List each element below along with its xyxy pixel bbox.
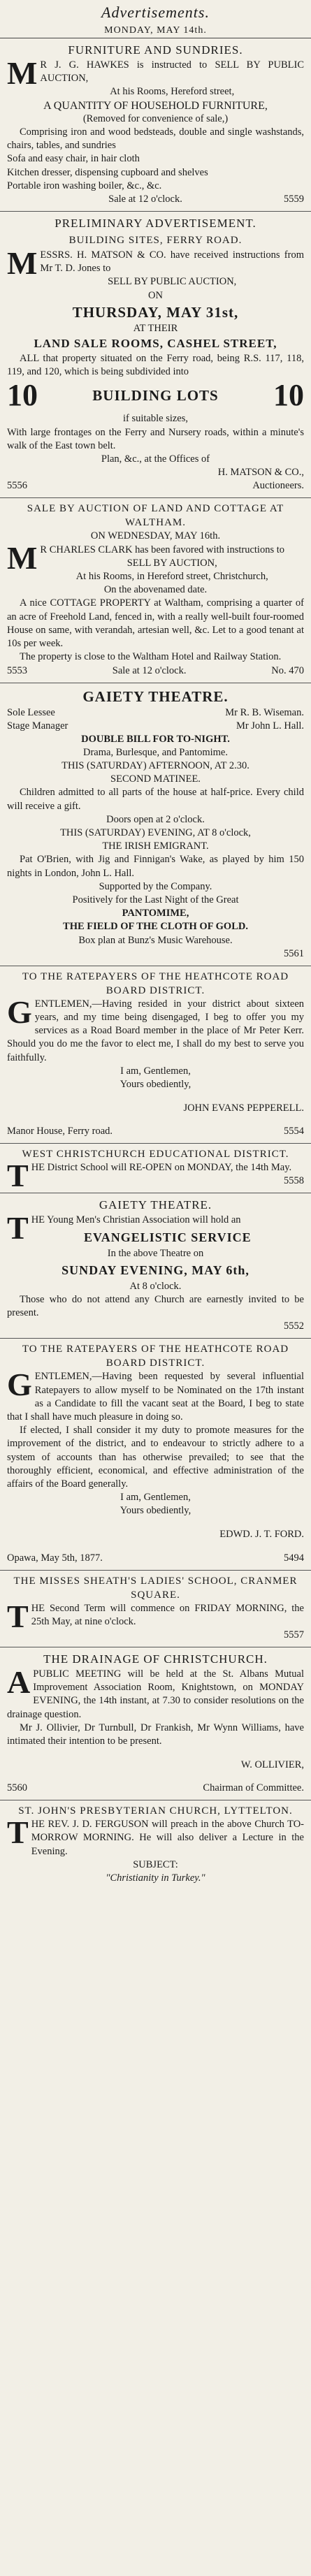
ad-number: 5494 xyxy=(284,1552,304,1564)
ad-number: 5554 xyxy=(284,1126,304,1137)
role-label: Stage Manager xyxy=(7,720,68,732)
ad-role: Auctioneers. xyxy=(252,480,304,492)
ad-heathcote-ford xyxy=(0,1339,311,1570)
ad-building-sites xyxy=(0,212,311,498)
ad-number: 5560 xyxy=(7,1782,27,1794)
ad-heading: WEST CHRISTCHURCH EDUCATIONAL DISTRICT. xyxy=(22,1149,289,1160)
ad-line: THE FIELD OF THE CLOTH OF GOLD. xyxy=(63,921,248,933)
ad-heading: PRELIMINARY ADVERTISEMENT. xyxy=(55,217,256,231)
ad-lead: THE Young Men's Christian Association will hold an xyxy=(7,1210,241,1246)
ad-line: If elected, I shall consider it my duty to promote measures for the improvement of the district, and to endeavour to strictly adhere to a system of accounts than has otherwise prevailed; to see that the thoroughly efficient, economical, and effective administration of the affairs of the Board generally. xyxy=(7,1425,304,1490)
ad-heading: THE DRAINAGE OF CHRISTCHURCH. xyxy=(43,1652,268,1666)
ad-signature: W. OLLIVIER, xyxy=(240,1759,304,1770)
ad-waltham-cottage xyxy=(0,498,311,683)
ad-line: On the abovenamed date. xyxy=(103,584,208,596)
ad-furniture-sundries xyxy=(0,38,311,212)
role-label: Sole Lessee xyxy=(7,706,55,718)
ad-line: PANTOMIME, xyxy=(122,908,189,919)
ad-line: Portable iron washing boiler, &c., &c. xyxy=(7,180,162,191)
ad-line: At his Rooms, in Hereford street, Christchurch, xyxy=(75,571,268,583)
ad-line: Yours obediently, xyxy=(120,1078,191,1090)
ad-line: With large frontages on the Ferry and Nursery roads, within a minute's walk of the East town belt. xyxy=(7,426,304,451)
ad-line: LAND SALE ROOMS, CASHEL STREET, xyxy=(34,337,277,351)
ad-sale-day: THURSDAY, MAY 31st, xyxy=(72,303,239,321)
ad-line: Positively for the Last Night of the Great xyxy=(72,894,239,905)
ad-number: 5561 xyxy=(284,947,304,959)
ad-heading: FURNITURE AND SUNDRIES. xyxy=(68,43,243,57)
ad-line: SELL BY PUBLIC AUCTION, xyxy=(108,276,237,288)
ad-lead: APUBLIC MEETING will be held at the St. Albans Mutual Improvement Association Room, Knightstown, on MONDAY EVENING, the 14th instant, at 7.30 to consider resolutions on the drainage question. xyxy=(7,1664,304,1720)
lots-banner xyxy=(7,379,304,412)
ad-line: SELL BY AUCTION, xyxy=(126,557,217,569)
ad-heading: TO THE RATEPAYERS OF THE HEATHCOTE ROAD BOARD DISTRICT. xyxy=(22,1344,289,1369)
ad-line: Kitchen dresser, dispensing cupboard and shelves xyxy=(7,166,208,178)
ad-lead: THE Second Term will commence on FRIDAY MORNING, the 25th May, at nine o'clock. xyxy=(7,1598,304,1634)
ad-line: Those who do not attend any Church are earnestly invited to be present. xyxy=(7,1293,304,1319)
ad-line: The property is close to the Waltham Hotel and Railway Station. xyxy=(20,651,282,663)
ad-line: Mr J. Ollivier, Dr Turnbull, Dr Frankish, Mr Wynn Williams, have intimated their intention to be present. xyxy=(7,1722,304,1747)
ad-line: AT THEIR xyxy=(133,322,178,334)
ad-line: SUBJECT: xyxy=(133,1858,178,1870)
ad-line: ALL that property situated on the Ferry road, being R.S. 117, 118, 119, and 120, which is being subdivided into xyxy=(7,353,304,378)
ad-number: 5552 xyxy=(284,1320,304,1332)
ad-line: Supported by the Company. xyxy=(99,880,212,892)
ad-line: if suitable sizes, xyxy=(122,413,189,425)
ad-misses-sheath-school xyxy=(0,1571,311,1647)
ad-number: 5558 xyxy=(284,1175,304,1187)
ad-line: A QUANTITY OF HOUSEHOLD FURNITURE, xyxy=(43,99,268,112)
ad-signature: EDWD. J. T. FORD. xyxy=(219,1529,304,1541)
ad-number: 5559 xyxy=(283,194,304,205)
role-name: Mr R. B. Wiseman. xyxy=(225,706,304,718)
dateline: MONDAY, MAY 14th. xyxy=(0,24,311,38)
lots-label: BUILDING LOTS xyxy=(92,387,219,405)
ad-lead: MESSRS. H. MATSON & CO. have received instructions from Mr T. D. Jones to xyxy=(7,245,304,282)
ad-number: 5556 xyxy=(7,480,27,492)
ad-line: Box plan at Bunz's Music Warehouse. xyxy=(78,934,233,946)
ad-west-christchurch xyxy=(0,1144,311,1193)
ad-lead: GENTLEMEN,—Having been requested by several influential Ratepayers to allow myself to be Nominated on the 17th instant as a Candidate to fill the vacant seat at the Board, I beg to state that I shall have much pleasure in doing so. xyxy=(7,1367,304,1422)
lot-count-right: 10 xyxy=(273,378,304,413)
ad-role: Chairman of Committee. xyxy=(203,1782,304,1794)
ad-heathcote-pepperell xyxy=(0,966,311,1144)
ad-time: Sale at 12 o'clock. xyxy=(108,194,182,205)
ad-lead: THE District School will RE-OPEN on MONDAY, the 14th May. xyxy=(7,1158,292,1194)
ad-line: Pat O'Brien, with Jig and Finnigan's Wake, as played by him 150 nights in London, John L. Hall. xyxy=(7,854,304,879)
ad-line: Doors open at 2 o'clock. xyxy=(106,813,205,825)
ad-subheading: BUILDING SITES, FERRY ROAD. xyxy=(68,235,243,247)
ad-line: Children admitted to all parts of the house at half-price. Every child will receive a gift. xyxy=(7,787,304,812)
ad-signature: JOHN EVANS PEPPERELL. xyxy=(183,1102,304,1114)
ad-heading: THE MISSES SHEATH'S LADIES' SCHOOL, CRANMER SQUARE. xyxy=(13,1575,298,1601)
ad-line: ON xyxy=(148,289,163,301)
ad-heading: GAIETY THEATRE. xyxy=(82,687,229,705)
ad-drainage-meeting xyxy=(0,1647,311,1800)
ad-sale-day: SUNDAY EVENING, MAY 6th, xyxy=(62,1262,249,1277)
ad-line: "Christianity in Turkey." xyxy=(106,1872,205,1884)
ad-st-johns-church xyxy=(0,1800,311,1890)
ad-lot-number: No. 470 xyxy=(271,664,304,676)
ad-number: 5553 xyxy=(7,664,27,676)
ad-heading: SALE BY AUCTION OF LAND AND COTTAGE AT WALTHAM. xyxy=(27,503,284,529)
ad-line: I am, Gentlemen, xyxy=(120,1492,191,1504)
ad-line: Plan, &c., at the Offices of xyxy=(101,453,210,465)
ad-line: In the above Theatre on xyxy=(107,1247,204,1259)
ad-line: THE IRISH EMIGRANT. xyxy=(102,841,209,852)
masthead: Advertisements. xyxy=(101,3,210,21)
ad-line: THIS (SATURDAY) AFTERNOON, AT 2.30. xyxy=(62,759,249,771)
ad-line: Drama, Burlesque, and Pantomime. xyxy=(83,746,228,758)
ad-firm: H. MATSON & CO., xyxy=(217,467,304,479)
ad-line: At his Rooms, Hereford street, xyxy=(110,86,235,98)
ad-line: EVANGELISTIC SERVICE xyxy=(84,1230,252,1244)
ad-lead: MR CHARLES CLARK has been favored with instructions to xyxy=(7,539,285,576)
ad-ymca-service xyxy=(0,1193,311,1339)
ad-heading: GAIETY THEATRE. xyxy=(99,1198,212,1212)
ad-line: THIS (SATURDAY) EVENING, AT 8 o'clock, xyxy=(60,827,251,838)
ad-gaiety-theatre xyxy=(0,683,311,966)
ad-address: Manor House, Ferry road. xyxy=(7,1126,113,1137)
ad-heading: TO THE RATEPAYERS OF THE HEATHCOTE ROAD BOARD DISTRICT. xyxy=(22,970,289,996)
ad-sale-day: ON WEDNESDAY, MAY 16th. xyxy=(90,530,221,542)
ad-date: Opawa, May 5th, 1877. xyxy=(7,1552,103,1564)
ad-line: (Removed for convenience of sale,) xyxy=(82,112,229,124)
ad-lead: GENTLEMEN,—Having resided in your district about sixteen years, and my time being disengaged, I beg to offer you my services as a Road Board member in the place of Mr Peter Kerr. Should you do me the favor to elect me, I shall do my best to serve you faithfully. xyxy=(7,994,304,1063)
ad-line: At 8 o'clock. xyxy=(129,1280,182,1292)
ad-time: Sale at 12 o'clock. xyxy=(112,664,187,676)
ad-heading: ST. JOHN'S PRESBYTERIAN CHURCH, LYTTELTON. xyxy=(18,1805,293,1817)
ad-line: SECOND MATINEE. xyxy=(110,773,201,785)
role-name: Mr John L. Hall. xyxy=(236,720,304,732)
ad-lead: MR J. G. HAWKES is instructed to SELL BY PUBLIC AUCTION, xyxy=(7,55,304,91)
ad-number: 5557 xyxy=(284,1629,304,1641)
ad-line: DOUBLE BILL FOR TO-NIGHT. xyxy=(81,733,230,745)
ad-line: I am, Gentlemen, xyxy=(120,1065,191,1077)
ad-line: Yours obediently, xyxy=(120,1505,191,1517)
lot-count-left: 10 xyxy=(7,378,38,413)
ad-lead: THE REV. J. D. FERGUSON will preach in the above Church TO-MORROW MORNING. He will also deliver a Lecture in the Evening. xyxy=(7,1814,304,1857)
ad-line: Sofa and easy chair, in hair cloth xyxy=(7,153,140,165)
ad-line: Comprising iron and wood bedsteads, double and single washstands, chairs, tables, and sundries xyxy=(7,126,304,152)
ad-line: A nice COTTAGE PROPERTY at Waltham, comprising a quarter of an acre of Freehold Land, fenced in, with a really well-built four-roomed House on same, with verandah, artesian well, &c. Let to a good tenant at 10s per week. xyxy=(7,597,304,650)
